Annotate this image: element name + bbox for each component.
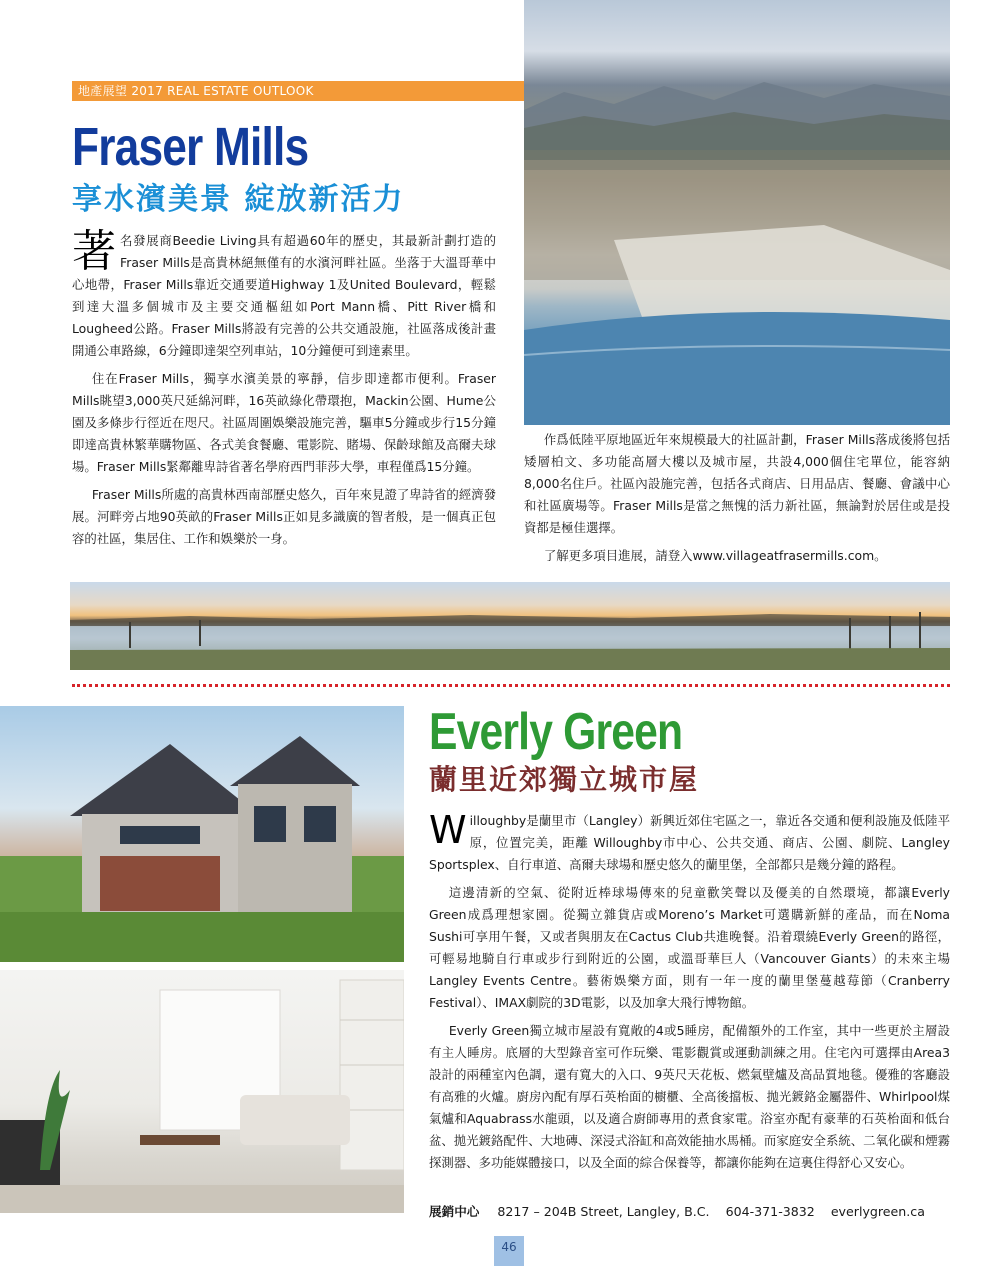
sales-centre-info bbox=[429, 1201, 925, 1220]
fraser-mills-body-right bbox=[524, 429, 950, 567]
fraser-mills-body-left bbox=[72, 226, 496, 550]
sales-website: everlygreen.ca bbox=[830, 1204, 925, 1219]
house-illustration bbox=[0, 706, 404, 962]
everly-green-title: Everly Green bbox=[429, 703, 683, 761]
panorama-illustration bbox=[70, 582, 950, 670]
sales-phone: 604-371-3832 bbox=[725, 1204, 815, 1219]
fraser-mills-para4: 作爲低陸平原地區近年來規模最大的社區計劃，Fraser Mills落成後將包括矮層柏文、多功能高層大樓以及城市屋，共設4,000個住宅單位，能容納8,000名住戶。社區內設施完善，包括各式商店、日用品店、餐廳、會議中心和社區廣場等。Fraser Mills是當之無愧的活力新社區，無論對於居住或是投資都是極佳選擇。 bbox=[524, 432, 950, 535]
page-number: 46 bbox=[494, 1236, 524, 1266]
house-exterior-photo bbox=[0, 706, 404, 962]
section-tag: 地產展望 2017 REAL ESTATE OUTLOOK bbox=[72, 81, 524, 101]
dropcap: 著 bbox=[72, 226, 116, 277]
section-divider bbox=[72, 684, 950, 687]
sales-centre-label: 展銷中心 bbox=[429, 1204, 480, 1219]
fraser-mills-para5: 了解更多項目進展，請登入www.villageatfrasermills.com。 bbox=[543, 548, 887, 563]
riverfront-panorama-photo bbox=[70, 582, 950, 670]
everly-green-para3: Everly Green獨立城市屋設有寬敞的4或5睡房，配備額外的工作室，其中一些更於主層設有主人睡房。底層的大型錄音室可作玩樂、電影觀賞或運動訓練之用。住宅內可選擇由Area3 設計的兩種室內色調，還有寬大的入口、9英尺天花板、燃氣壁爐及高品質地毯。優雅的客廳設有高雅的火爐。廚房內配有厚石英枱面的櫥櫃、全高後擋板、拋光鍍鉻金屬器件、Whirlpool煤氣爐和Aquabrass水龍頭，以及適合廚師專用的煮食家電。浴室亦配有豪華的石英枱面和低台盆、拋光鍍鉻配件、大地磚、深浸式浴缸和高效能抽水馬桶。而家庭安全系統、二氧化碳和煙霧探測器、多功能媒體接口，以及全面的綜合保養等，都讓你能夠在這裏住得舒心又安心。 bbox=[429, 1023, 950, 1170]
everly-green-subtitle: 蘭里近郊獨立城市屋 bbox=[429, 763, 700, 796]
sales-address: 8217 – 204B Street, Langley, B.C. bbox=[497, 1204, 710, 1219]
fraser-mills-para1 bbox=[72, 226, 496, 362]
aerial-photo-illustration bbox=[524, 0, 950, 425]
everly-green-para1-text: illoughby是蘭里市（Langley）新興近郊住宅區之一，靠近各交通和便利設施及低陸平原，位置完美，距離 Willoughby市中心、公共交通、商店、公園、劇院、Langley Sportsplex、自行車道、高爾夫球場和歷史悠久的蘭里堡，全部都只是幾分鐘的路程。 bbox=[429, 813, 950, 872]
living-room-photo bbox=[0, 970, 404, 1213]
fraser-mills-title: Fraser Mills bbox=[72, 117, 309, 177]
fraser-mills-para3: Fraser Mills所處的高貴林西南部歷史悠久，百年來見證了卑詩省的經濟發展。河畔旁占地90英畝的Fraser Mills正如見多識廣的智者般，是一個真正包容的社區，集居住、工作和娛樂於一身。 bbox=[72, 487, 496, 546]
fraser-mills-para1-text: 名發展商Beedie Living具有超過60年的歷史，其最新計劃打造的Fraser Mills是高貴林絕無僅有的水濱河畔社區。坐落于大溫哥華中心地帶，Fraser Mills靠近交通要道Highway 1及United Boulevard，輕鬆到達大溫多個城市及主要交通樞紐如Port Mann橋、Pitt River橋和Lougheed公路。Fraser Mills將設有完善的公共交通設施，社區落成後計畫開通公車路線，6分鐘即達架空列車站，10分鐘便可到達素里。 bbox=[72, 233, 496, 358]
fraser-mills-para2: 住在Fraser Mills，獨享水濱美景的寧靜，信步即達都市便利。Fraser Mills眺望3,000英尺延綿河畔，16英畝綠化帶環抱，Mackin公園、Hume公園及多條步行徑近在咫尺。社區周圍娛樂設施完善，驅車5分鐘或步行15分鐘即達高貴林繁華購物區、各式美食餐廳、電影院、賭場、保齡球館及高爾夫球場。Fraser Mills緊鄰離卑詩省著名學府西門菲莎大學，車程僅爲15分鐘。 bbox=[72, 371, 496, 474]
everly-green-para1 bbox=[429, 810, 950, 876]
aerial-photo bbox=[524, 0, 950, 425]
everly-green-para2: 這邊清新的空氣、從附近棒球場傳來的兒童歡笑聲以及優美的自然環境，都讓Everly Green成爲理想家園。從獨立雜貨店或Moreno’s Market可選購新鮮的產品，而在Noma Sushi可享用午餐，又或者與朋友在Cactus Club共進晚餐。沿着環繞Everly Green的路徑，可輕易地騎自行車或步行到附近的公園，或溫哥華巨人（Vancouver Giants）的未來主場Langley Events Centre。藝術娛樂方面，則有一年一度的蘭里堡蔓越莓節（Cranberry Festival）、IMAX劇院的3D電影，以及加拿大飛行博物館。 bbox=[429, 885, 950, 1010]
living-room-illustration bbox=[0, 970, 404, 1213]
fraser-mills-subtitle: 享水濱美景 綻放新活力 bbox=[72, 182, 405, 217]
dropcap-w: W bbox=[429, 808, 467, 852]
everly-green-body bbox=[429, 810, 950, 1174]
